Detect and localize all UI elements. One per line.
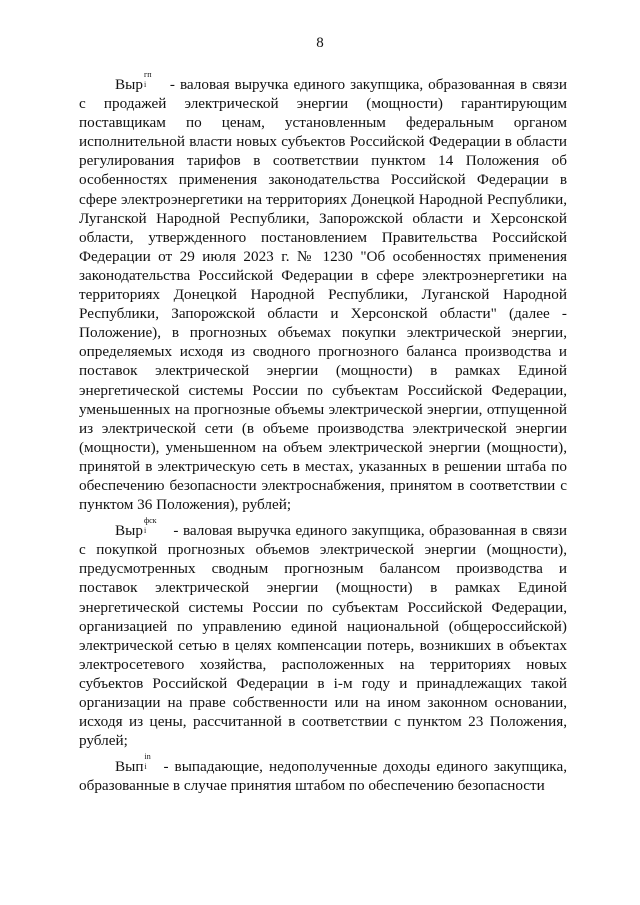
symbol-subscript: i bbox=[143, 80, 147, 89]
formula-symbol bbox=[115, 516, 169, 540]
paragraph-text: - валовая выручка единого закупщика, образованная в связи с покупкой прогнозных объемов электрической энергии (мощности), предусмотренных сводным прогнозным балансом производства и поставок электрической энергии (мощности) в рамках Единой энергетической системы России по субъектам Российской Федерации, организацией по управлению единой национальной (общероссийской) электрической сетью в целях компенсации потерь, возникших в объектах электросетевого хозяйства, расположенных на территориях новых субъектов Российской Федерации в i-м году и принадлежащих такой организации на праве собственности или на ином законном основании, исходя из цены, рассчитанной в соответствии с пунктом 23 Положения, рублей; bbox=[79, 522, 567, 750]
symbol-subscript: i bbox=[144, 762, 147, 772]
symbol-indices bbox=[143, 516, 169, 536]
paragraph-text: - валовая выручка единого закупщика, образованная в связи с продажей электрической энергии (мощности) гарантирующим поставщикам по ценам, установленным федеральным органом исполнительной власти новых субъектов Российской Федерации в области регулирования тарифов в соответствии пунктом 14 Положения об особенностях применения законодательства Российской Федерации в сфере электроэнергетики на территориях Донецкой Народной Республики, Луганской Народной Республики, Запорожской области и Херсонской области, утвержденного постановлением Правительства Российской Федерации от 29 июля 2023 г. № 1230 "Об особенностях применения законодательства Российской Федерации в сфере электроэнергетики на территориях Донецкой Народной Республики, Луганской Народной Республики, Запорожской области и Херсонской области" (далее - Положение), в прогнозных объемах покупки электрической энергии, определяемых исходя из сводного прогнозного баланса производства и поставок электрической энергии (мощности) в рамках Единой энергетической системы России по субъектам Российской Федерации, уменьшенных на прогнозные объемы электрической энергии, отпущенной из электрической сети (в объеме производства электрической энергии (мощности), уменьшенном на объем электрической энергии (мощности), принятой в электрическую сеть в местах, указанных в решении штаба по обеспечению безопасности электроснабжения, принятом в соответствии с пунктом 36 Положения), рублей; bbox=[79, 76, 567, 514]
page-number: 8 bbox=[316, 35, 324, 51]
formula-symbol bbox=[115, 70, 165, 93]
symbol-superscript: гп bbox=[143, 70, 152, 79]
paragraph-gross-revenue-fsk bbox=[79, 516, 567, 750]
paragraph-text: - выпадающие, недополученные доходы единого закупщика, образованные в случае принятия штабом по обеспечению безопасности bbox=[79, 758, 567, 795]
symbol-indices bbox=[143, 752, 157, 772]
symbol-base: Вып bbox=[115, 758, 144, 776]
symbol-subscript: i bbox=[143, 526, 147, 536]
document-body bbox=[79, 70, 567, 795]
symbol-superscript: in bbox=[144, 752, 151, 762]
symbol-indices bbox=[143, 70, 165, 89]
symbol-superscript: фск bbox=[143, 516, 157, 526]
paragraph-lost-income bbox=[79, 752, 567, 795]
paragraph-gross-revenue-gp bbox=[79, 70, 567, 514]
formula-symbol bbox=[115, 752, 157, 776]
symbol-base: Выр bbox=[115, 76, 143, 93]
symbol-base: Выр bbox=[115, 522, 143, 540]
